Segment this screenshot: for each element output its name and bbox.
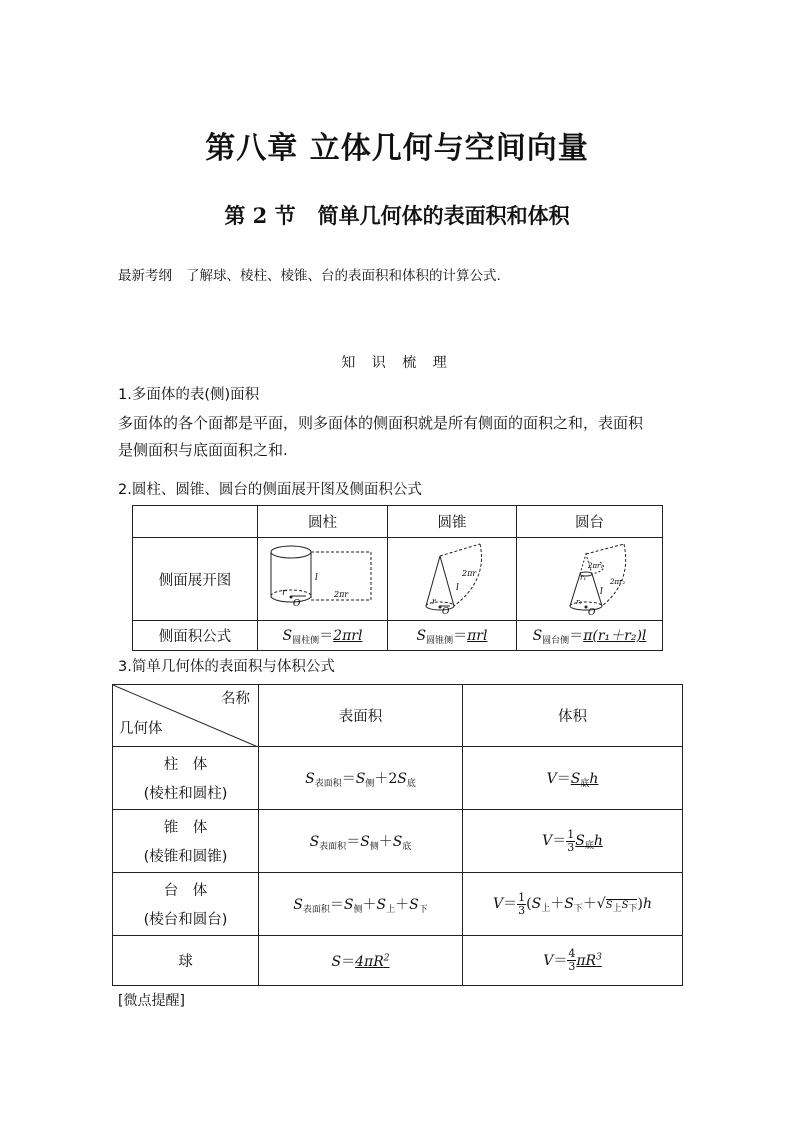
col-cone: 圆锥 bbox=[388, 506, 517, 538]
item3-heading: 3.简单几何体的表面积与体积公式 bbox=[118, 659, 335, 675]
item1-line2: 是侧面积与底面面积之和. bbox=[118, 441, 288, 459]
row-pyramid bbox=[113, 810, 259, 873]
item1-line1: 多面体的各个面都是平面，则多面体的侧面积就是所有侧面的面积之和，表面积 bbox=[118, 414, 644, 432]
pyramid-name: 锥 体 bbox=[163, 820, 208, 836]
cone-r-label: r bbox=[432, 597, 436, 606]
frustum-figure bbox=[520, 540, 660, 618]
item1-paragraph bbox=[118, 410, 683, 464]
item2-heading: 2.圆柱、圆锥、圆台的侧面展开图及侧面积公式 bbox=[118, 482, 422, 498]
item1-heading: 1.多面体的表(侧)面积 bbox=[118, 387, 260, 403]
cyl-o-label: O bbox=[293, 599, 301, 609]
corner-geometry: 几何体 bbox=[119, 721, 163, 737]
pyramid-note: (棱锥和圆锥) bbox=[143, 849, 228, 865]
outline-text: 了解球、棱柱、棱锥、台的表面积和体积的计算公式. bbox=[186, 268, 501, 284]
frustum-formula: $S_{圆台侧}=\pi(r_1+r_2)l$ bbox=[517, 621, 663, 651]
col-cylinder: 圆柱 bbox=[258, 506, 388, 538]
frustum-name: 台 体 bbox=[163, 883, 208, 899]
exam-outline bbox=[118, 264, 501, 284]
cylinder-unfolding-diagram bbox=[258, 538, 388, 621]
cylinder-figure bbox=[260, 540, 385, 618]
frustum-unfolding-diagram bbox=[517, 538, 663, 621]
section-title bbox=[0, 200, 794, 230]
prism-note: (棱柱和圆柱) bbox=[143, 786, 228, 802]
cone-formula: $S_{圆锥侧}=\pi rl$ bbox=[388, 621, 517, 651]
fr-o-label: O bbox=[587, 608, 595, 618]
cyl-arc-label: 2πr bbox=[334, 590, 349, 599]
corner-header-cell bbox=[113, 685, 259, 747]
col-surface-area: 表面积 bbox=[259, 685, 463, 747]
frustum-volume-formula: V＝ $\frac{1}{3}$ $(S_上+S_下+√S_上S_下)h$ bbox=[463, 873, 683, 936]
sphere-area-formula: $S=4\pi R^2$ bbox=[259, 936, 463, 986]
frustum-area-formula: $S_{表面积}=S_侧+S_上+S_下$ bbox=[259, 873, 463, 936]
blank-header-cell bbox=[133, 506, 258, 538]
col-frustum: 圆台 bbox=[517, 506, 663, 538]
cone-l-label: l bbox=[456, 583, 459, 593]
row-unfolding-label: 侧面展开图 bbox=[133, 538, 258, 621]
prism-name: 柱 体 bbox=[163, 757, 208, 773]
lateral-area-table bbox=[132, 505, 663, 651]
cone-arc-label: 2πr bbox=[462, 569, 477, 578]
tip-heading: [微点提醒] bbox=[118, 993, 185, 1009]
fr-arc1-label: 2πr₁ bbox=[587, 562, 603, 570]
cone-figure bbox=[390, 540, 514, 618]
row-prism bbox=[113, 747, 259, 810]
fr-r2-label: r₂ bbox=[575, 598, 582, 606]
prism-area-formula: $S_{表面积}=S_侧+2S_底$ bbox=[259, 747, 463, 810]
cylinder-formula: $S_{圆柱侧}=2\pi rl$ bbox=[258, 621, 388, 651]
section-name: 简单几何体的表面积和体积 bbox=[317, 203, 570, 228]
pyramid-area-formula: $S_{表面积}=S_侧+S_底$ bbox=[259, 810, 463, 873]
frustum-note: (棱台和圆台) bbox=[143, 912, 228, 928]
outline-label: 最新考纲 bbox=[118, 268, 172, 284]
chapter-title: 第八章 立体几何与空间向量 bbox=[205, 131, 589, 166]
prism-volume-formula: $V=S_底h$ bbox=[463, 747, 683, 810]
fr-arc2-label: 2πr₂ bbox=[609, 578, 625, 586]
cyl-r-label: r bbox=[282, 588, 287, 598]
corner-name: 名称 bbox=[221, 691, 250, 707]
col-volume: 体积 bbox=[463, 685, 683, 747]
pyramid-volume-formula: V＝ $\frac{1}{3}$ $S_底h$ bbox=[463, 810, 683, 873]
sphere-volume-formula: V＝ $\frac{4}{3}$ $\pi R^3$ bbox=[463, 936, 683, 986]
section-number: 第 2 节 bbox=[224, 203, 296, 228]
cone-o-label: O bbox=[442, 607, 450, 617]
row-sphere: 球 bbox=[113, 936, 259, 986]
row-frustum bbox=[113, 873, 259, 936]
cyl-l-label: l bbox=[315, 573, 318, 583]
fr-r1-label: r₁ bbox=[579, 574, 586, 582]
fr-l-label: l bbox=[599, 587, 603, 597]
cone-unfolding-diagram bbox=[388, 538, 517, 621]
knowledge-title: 知 识 梳 理 bbox=[341, 355, 453, 371]
surface-volume-table bbox=[112, 684, 683, 986]
row-formula-label: 侧面积公式 bbox=[133, 621, 258, 651]
